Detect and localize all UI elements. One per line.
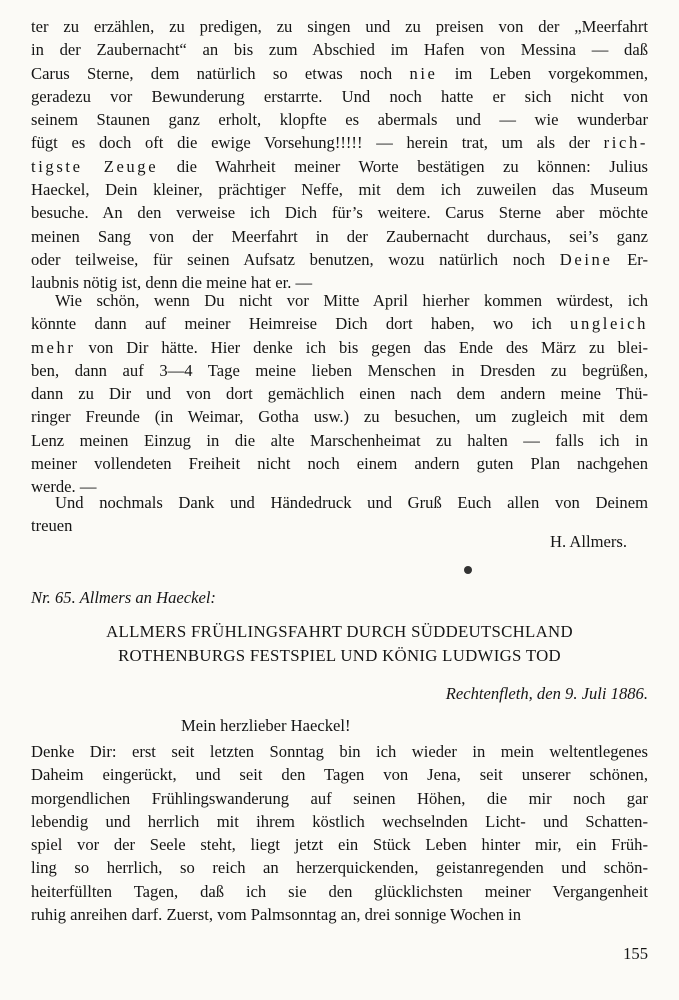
- line-segment: fügt es doch oft die ewige Vorsehung!!!!! — herein trat, um als der: [31, 133, 604, 153]
- text-line: ruhig anreihen darf. Zuerst, vom Palmsonntag an, drei sonnige Wochen in: [31, 905, 522, 925]
- text-line: ringer Freunde (in Weimar, Gotha usw.) zu besuchen, um zugleich mit dem: [31, 407, 648, 427]
- text-line: ling so herrlich, so reich an herzerquickenden, geistanregenden und schön-: [31, 858, 648, 878]
- text-line: geradezu vor Bewunderung erstarrte. Und noch hatte er sich nicht von: [31, 86, 648, 106]
- text-line: morgendlichen Frühlingswanderung auf seinen Höhen, die mir noch gar: [31, 788, 648, 808]
- text-line: [31, 248, 648, 271]
- letter-paragraph-1: [31, 15, 648, 295]
- text-line: [31, 312, 648, 335]
- spaced-emphasis: nie: [409, 63, 438, 83]
- letter-heading: Nr. 65. Allmers an Haeckel:: [31, 588, 216, 607]
- text-line: lebendig und herrlich mit ihrem köstlich wechselnden Licht- und Schatten-: [31, 811, 648, 831]
- text-line: meiner vollendeten Freiheit nicht noch einem andern guten Plan nachgehen: [31, 454, 648, 474]
- line-segment: Er-: [612, 249, 648, 269]
- spaced-emphasis: mehr: [31, 337, 76, 357]
- text-line: ter zu erzählen, zu predigen, zu singen und zu preisen von der „Meerfahrt: [31, 17, 648, 36]
- line-segment: Carus Sterne, dem natürlich so etwas noch: [31, 63, 410, 83]
- page-number: 155: [623, 944, 648, 963]
- text-line: laubnis nötig ist, denn die meine hat er. —: [31, 273, 313, 293]
- letter-paragraph-2: [31, 289, 648, 499]
- line-segment: könnte dann auf meiner Heimreise Dich dort haben, wo ich: [31, 314, 571, 334]
- line-segment: von Dir hätte. Hier denke ich bis gegen das Ende des März zu blei-: [75, 337, 648, 357]
- text-line: meinen Sang von der Meerfahrt in der Zaubernacht durchaus, sei’s ganz: [31, 226, 648, 246]
- line-segment: im Leben vorgekommen,: [437, 63, 648, 83]
- text-line: besuche. An den verweise ich Dich für’s weitere. Carus Sterne aber möchte: [31, 203, 648, 223]
- text-line: Daheim eingerückt, und seit den Tagen von Jena, seit unserer schönen,: [31, 765, 648, 785]
- text-line: [31, 336, 648, 359]
- text-line: heiterfüllten Tagen, daß ich sie den glücklichsten meiner Vergangenheit: [31, 881, 648, 901]
- line-segment: die Wahrheit meiner Worte bestätigen zu können: Julius: [158, 156, 648, 176]
- line-segment: oder teilweise, für seinen Aufsatz benutzen, wozu natürlich noch: [31, 249, 560, 269]
- spaced-emphasis: tigste Zeuge: [31, 156, 159, 176]
- text-line: treuen: [31, 516, 73, 536]
- spaced-emphasis: Deine: [559, 249, 613, 269]
- text-line: [31, 155, 648, 178]
- letter-paragraph-3: [31, 491, 648, 538]
- title-line-2: ROTHENBURGS FESTSPIEL UND KÖNIG LUDWIGS TOD: [118, 646, 561, 665]
- title-line-1: ALLMERS FRÜHLINGSFAHRT DURCH SÜDDEUTSCHLAND: [106, 622, 573, 641]
- spaced-emphasis: rich-: [603, 133, 648, 153]
- text-line: dann zu Dir und von dort gemächlich einen nach dem andern meine Thü-: [31, 384, 648, 404]
- text-line: Lenz meinen Einzug in die alte Marschenheimat zu halten — falls ich in: [31, 430, 648, 450]
- text-line: [31, 131, 648, 154]
- text-line: Wie schön, wenn Du nicht vor Mitte April hierher kommen würdest, ich: [55, 291, 648, 310]
- text-line: werde. —: [31, 477, 97, 497]
- letter-body: [31, 740, 648, 926]
- text-line: seinem Staunen ganz erholt, klopfte es abermals und — wie wunderbar: [31, 110, 648, 130]
- dateline: Rechtenfleth, den 9. Juli 1886.: [445, 684, 648, 703]
- text-line: ben, dann auf 3—4 Tage meine lieben Menschen in Dresden zu begrüßen,: [31, 360, 648, 380]
- text-line: Denke Dir: erst seit letzten Sonntag bin ich wieder in mein weltentlegenes: [31, 742, 648, 761]
- spaced-emphasis: ungleich: [570, 314, 648, 334]
- text-line: [31, 62, 648, 85]
- text-line: Haeckel, Dein kleiner, prächtiger Neffe, mit dem ich zuweilen das Museum: [31, 180, 648, 200]
- ornament-dot: [464, 566, 472, 574]
- signature: H. Allmers.: [550, 532, 627, 551]
- salutation: Mein herzlieber Haeckel!: [181, 716, 351, 735]
- text-line: in der Zaubernacht“ an bis zum Abschied im Hafen von Messina — daß: [31, 40, 648, 60]
- text-line: Und nochmals Dank und Händedruck und Gruß Euch allen von Deinem: [55, 493, 648, 512]
- text-line: spiel vor der Seele steht, liegt jetzt ein Stück Leben hinter mir, ein Früh-: [31, 835, 648, 855]
